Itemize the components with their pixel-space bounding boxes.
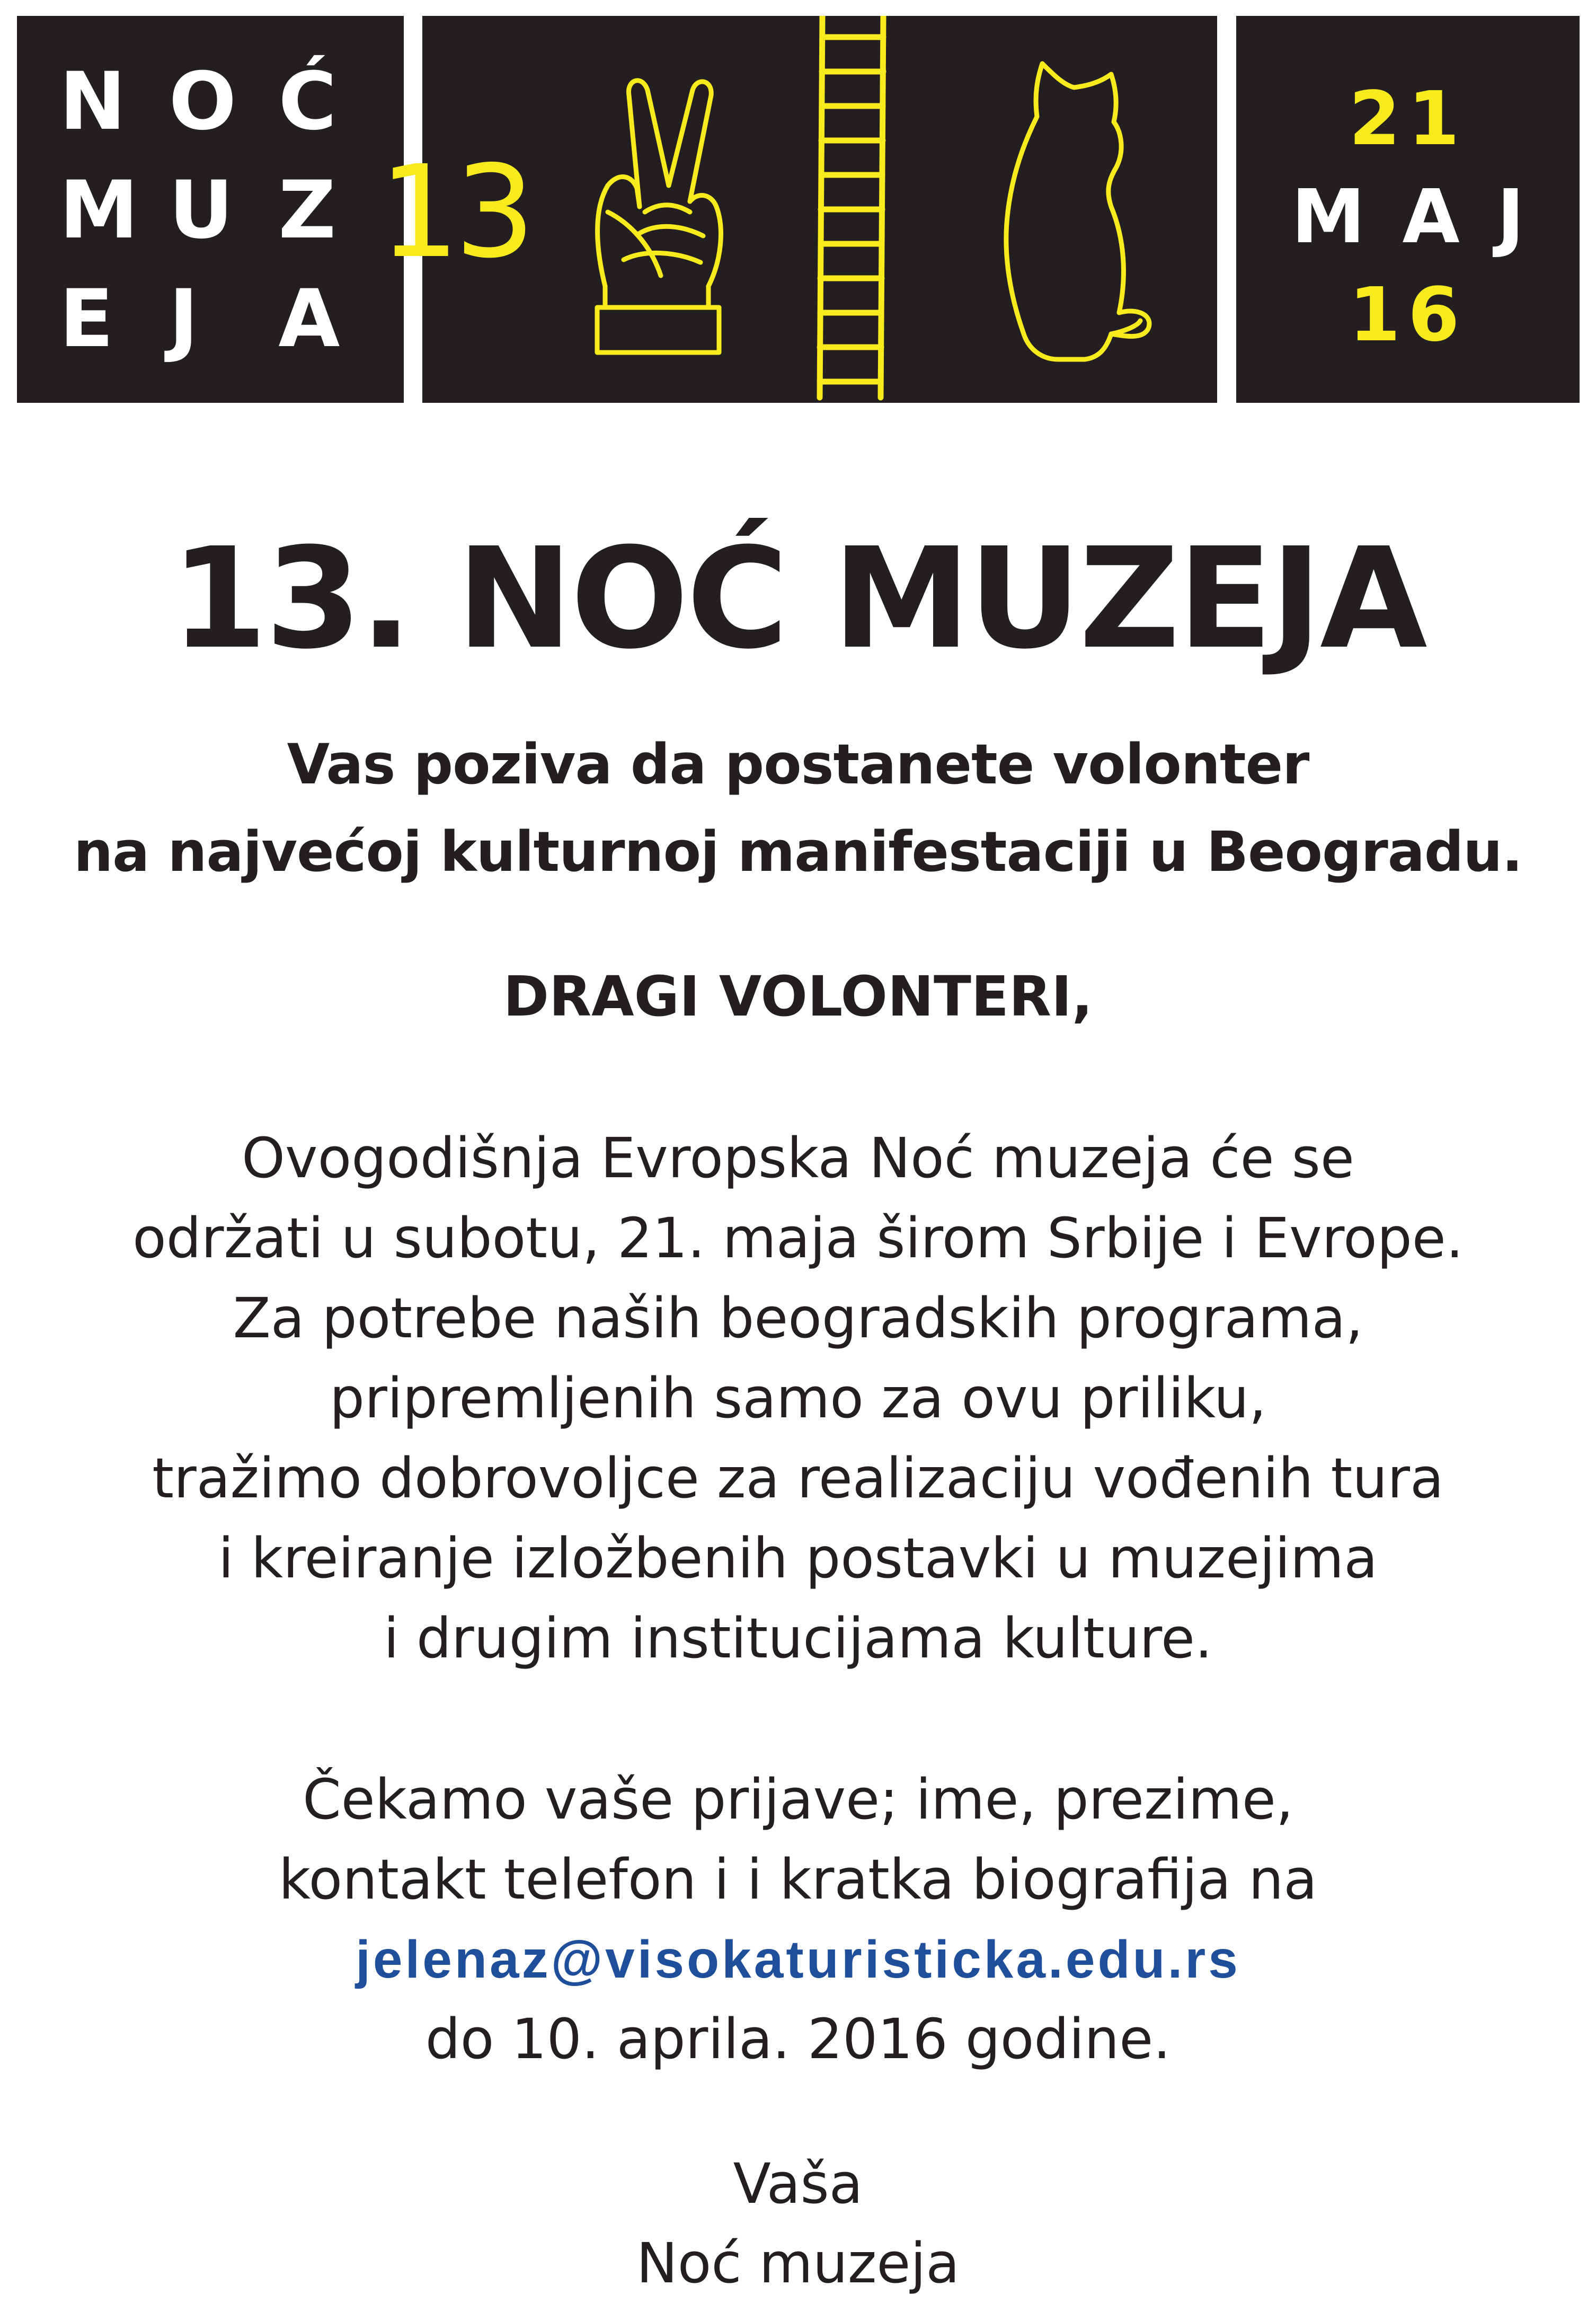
logo-letter: E bbox=[59, 273, 114, 365]
header-banner bbox=[0, 16, 1596, 403]
logo-edition-number: 13 bbox=[379, 138, 530, 286]
logo-letter: J bbox=[169, 273, 199, 365]
date-month: MAJ bbox=[1291, 174, 1562, 260]
date-year: 16 bbox=[1349, 272, 1467, 358]
logo-letter: Ć bbox=[278, 56, 337, 148]
date-day: 21 bbox=[1349, 76, 1467, 162]
subtitle-line: na najvećoj kulturnoj manifestaciji u Beogradu. bbox=[74, 819, 1522, 884]
signature-line: Vaša bbox=[733, 2151, 863, 2216]
logo-letter: U bbox=[169, 164, 234, 257]
description-line: pripremljenih samo za ovu priliku, bbox=[330, 1366, 1266, 1431]
date-panel bbox=[1236, 16, 1580, 403]
page-title: 13. NOĆ MUZEJA bbox=[171, 518, 1425, 680]
logo-letter: Z bbox=[278, 164, 336, 257]
description-line: i kreiranje izložbenih postavki u muzejima bbox=[218, 1526, 1378, 1591]
logo-panel bbox=[17, 16, 404, 403]
description-line: tražimo dobrovoljce za realizaciju vođenih tura bbox=[152, 1446, 1444, 1511]
contact-email-link[interactable]: jelenaz@visokaturisticka.edu.rs bbox=[356, 1930, 1240, 1989]
description-line: Za potrebe naših beogradskih programa, bbox=[233, 1286, 1363, 1351]
greeting: DRAGI VOLONTERI, bbox=[503, 964, 1093, 1029]
description-line: Ovogodišnja Evropska Noć muzeja će se bbox=[242, 1126, 1354, 1190]
cat-silhouette-icon bbox=[979, 53, 1169, 371]
ladder-icon bbox=[804, 16, 899, 403]
instructions-line: Čekamo vaše prijave; ime, prezime, bbox=[303, 1767, 1293, 1832]
description-line: i drugim institucijama kulture. bbox=[383, 1606, 1213, 1671]
crossed-fingers-hand-icon bbox=[581, 53, 740, 371]
logo-letter: M bbox=[59, 164, 139, 257]
illustration-panel bbox=[422, 16, 1217, 403]
logo-letter: N bbox=[59, 56, 126, 148]
logo-letter: A bbox=[278, 273, 340, 365]
instructions-deadline: do 10. aprila. 2016 godine. bbox=[425, 2007, 1171, 2071]
logo-letter: O bbox=[169, 56, 237, 148]
signature-line: Noć muzeja bbox=[636, 2231, 960, 2296]
logo-wordmark bbox=[59, 48, 388, 374]
signature bbox=[0, 2144, 1596, 2303]
subtitle-line: Vas poziva da postanete volonter bbox=[287, 732, 1309, 797]
invitation-subtitle bbox=[0, 721, 1596, 896]
description-line: održati u subotu, 21. maja širom Srbije i Evrope. bbox=[132, 1206, 1464, 1270]
instructions-line: kontakt telefon i i kratka biografija na bbox=[279, 1847, 1317, 1912]
event-description bbox=[0, 1118, 1596, 1679]
event-date bbox=[1236, 74, 1580, 360]
application-instructions bbox=[0, 1760, 1596, 2079]
